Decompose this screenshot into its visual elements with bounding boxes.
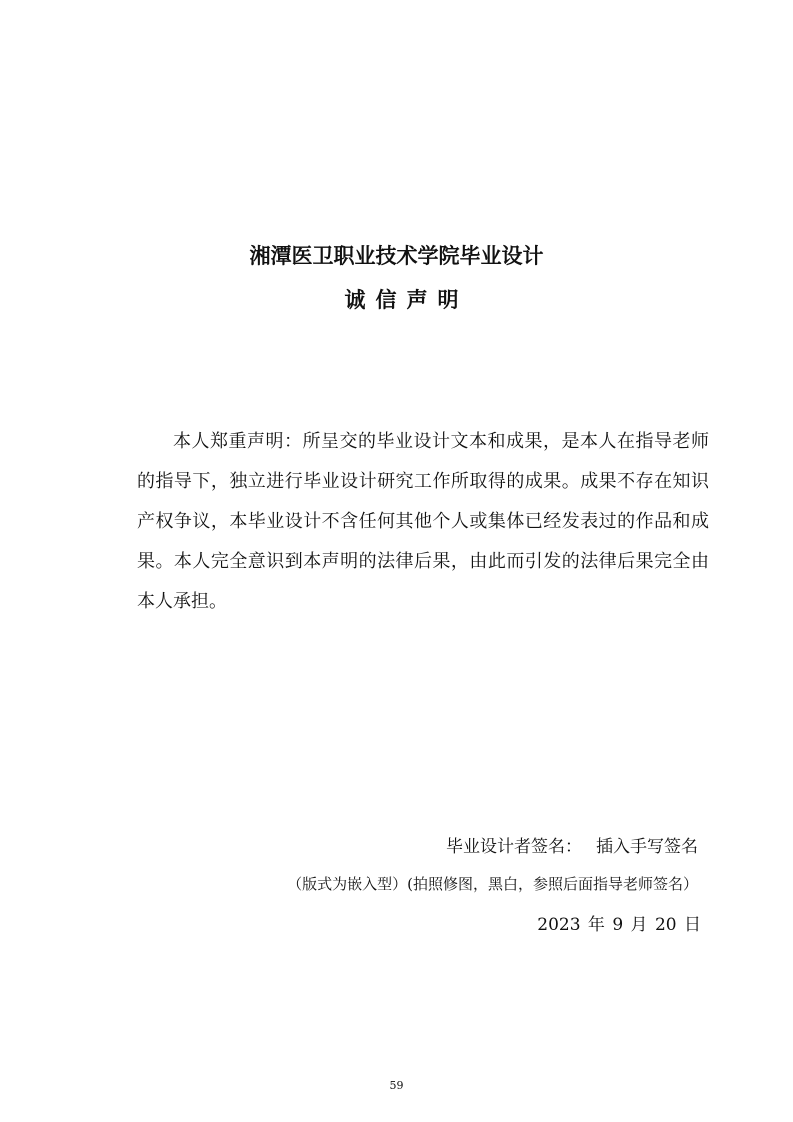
document-title-declaration: 诚信声明 <box>344 288 469 312</box>
page-number: 59 <box>389 1079 404 1092</box>
signature-format-note: （版式为嵌入型）(拍照修图，黑白，参照后面指导老师签名） <box>287 875 698 893</box>
declaration-paragraph: 本人郑重声明：所呈交的毕业设计文本和成果，是本人在指导老师的指导下，独立进行毕业设计研究工作所取得的成果。成果不存在知识产权争议，本毕业设计不含任何其他个人或集体已经发表过的作品和成果。本人完全意识到本声明的法律后果，由此而引发的法律后果完全由本人承担。 <box>137 431 709 612</box>
signature-line <box>446 832 698 857</box>
declaration-date: 2023 年 9 月 20 日 <box>537 915 701 935</box>
document-title-school: 湘潭医卫职业技术学院毕业设计 <box>249 244 544 268</box>
signature-label: 毕业设计者签名： <box>446 837 582 857</box>
signature-placeholder: 插入手写签名 <box>596 837 698 857</box>
